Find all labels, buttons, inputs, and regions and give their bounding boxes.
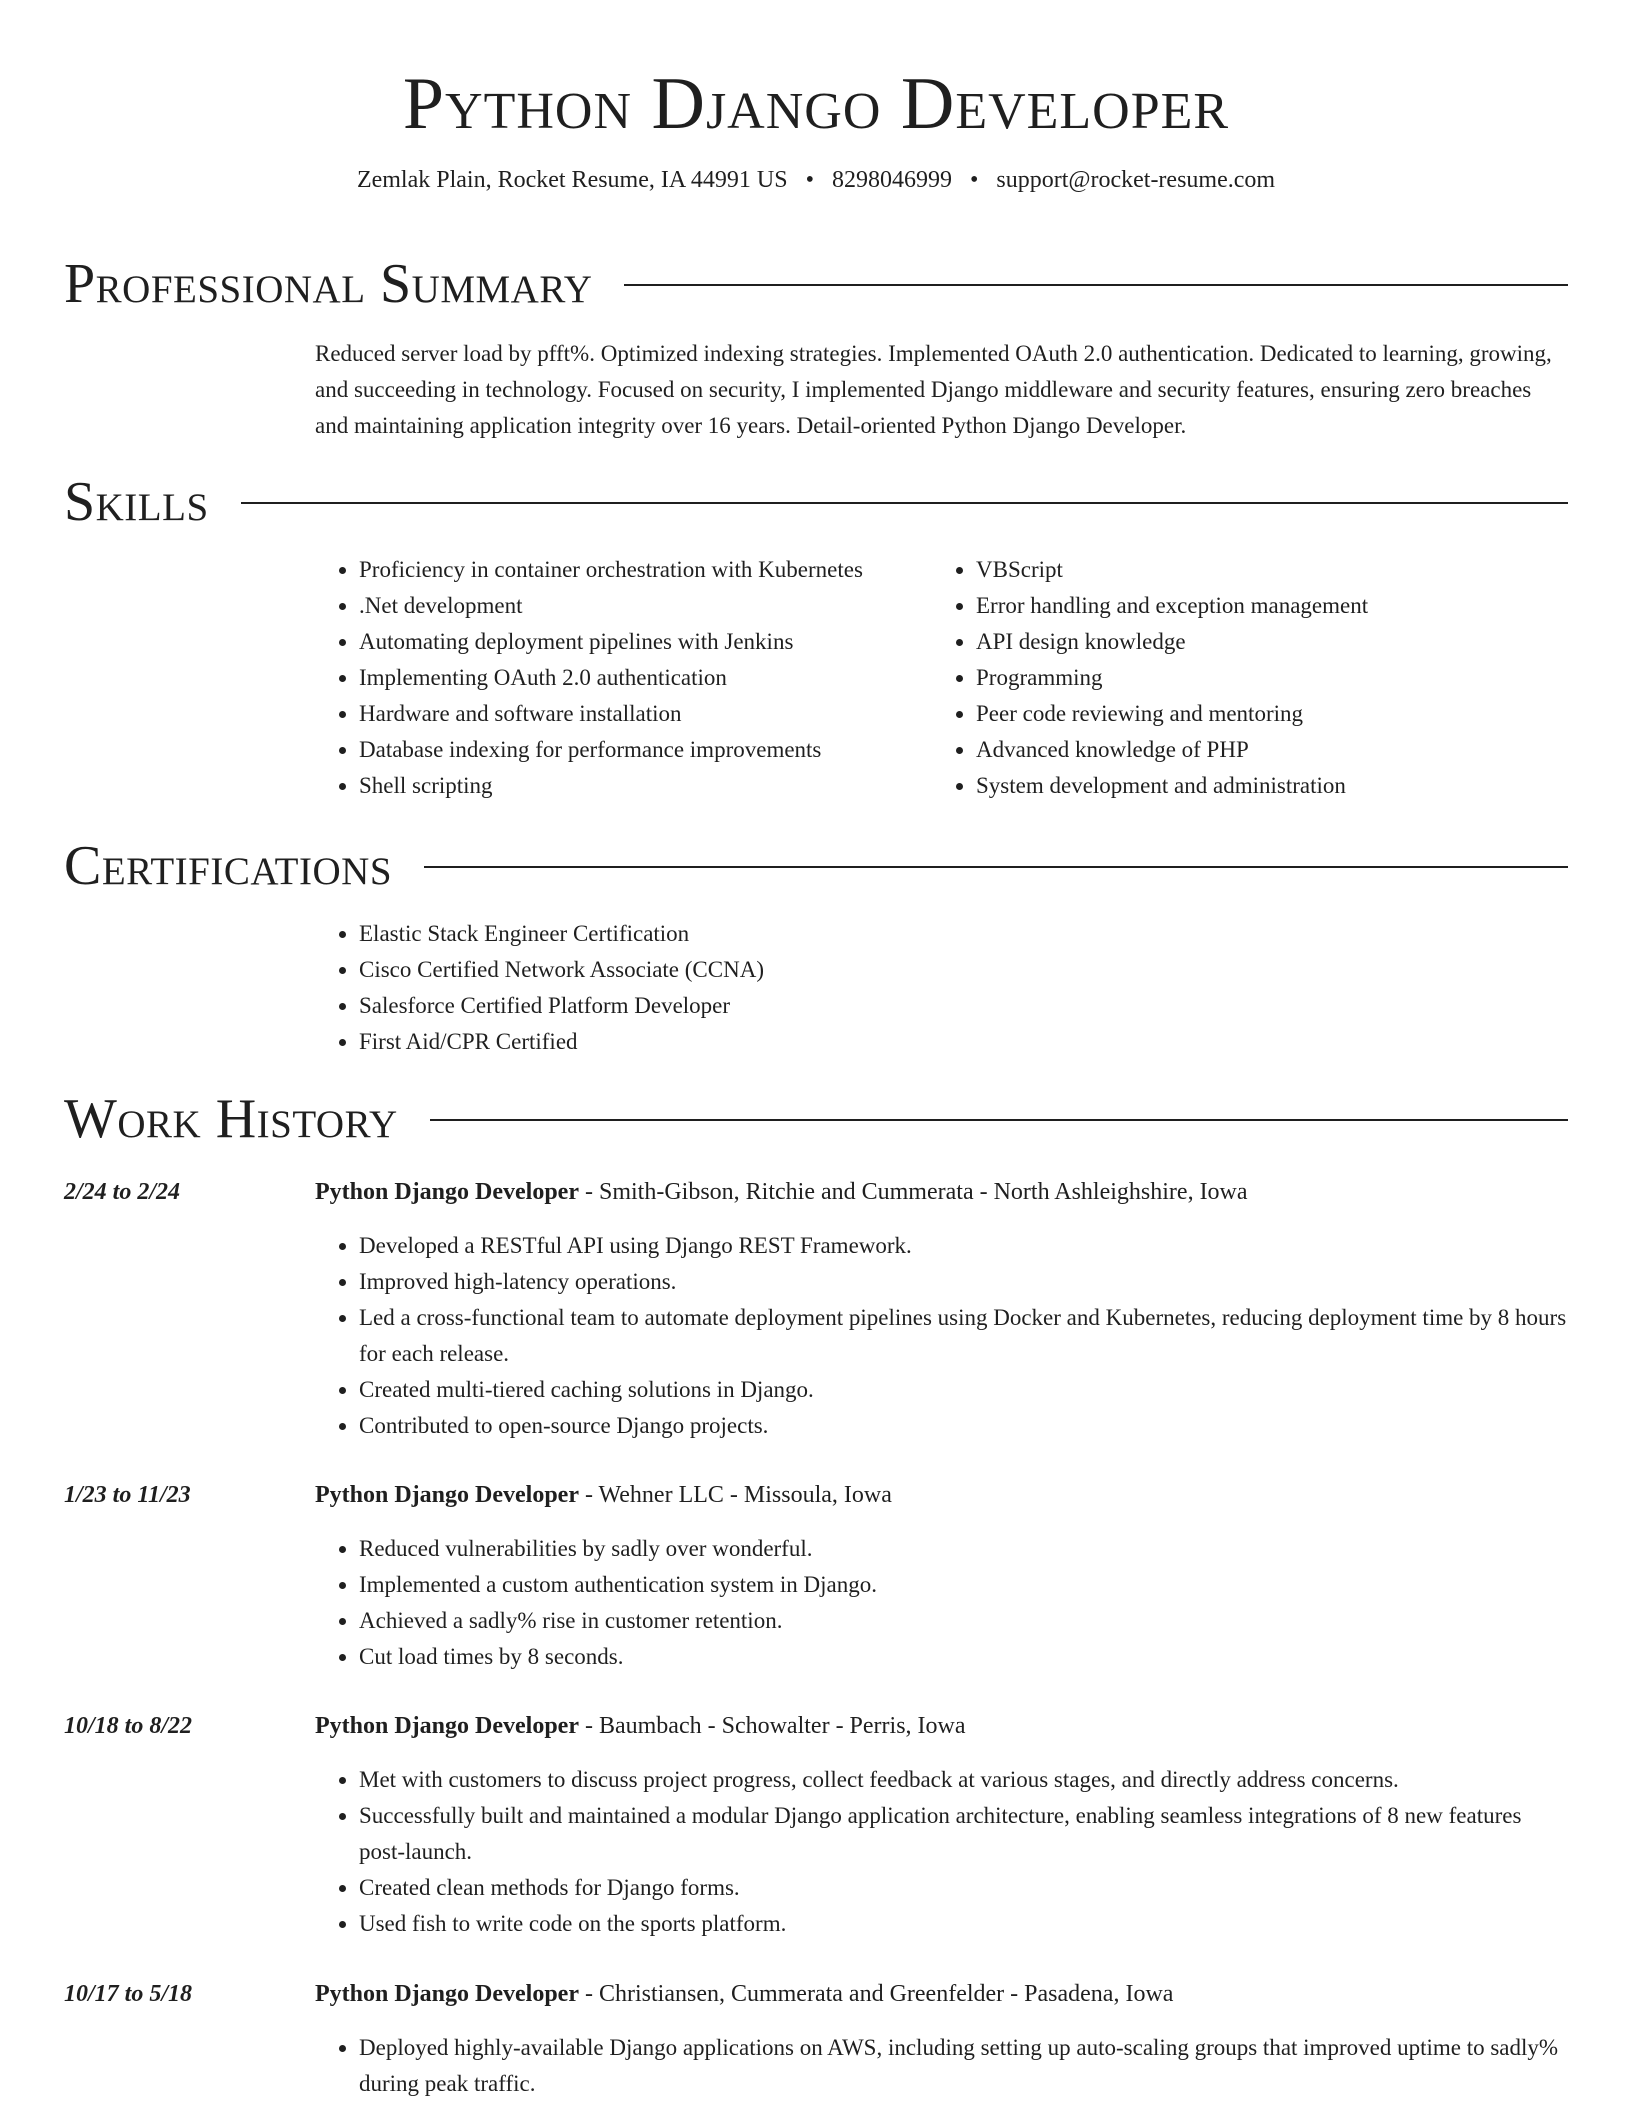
job-title: Python Django Developer	[315, 1713, 579, 1739]
contact-separator: •	[969, 167, 979, 193]
job-bullets	[315, 1762, 1568, 1942]
certification-item: • Elastic Stack Engineer Certification	[359, 916, 1568, 952]
job-bullets	[315, 2030, 1568, 2102]
skills-list	[315, 552, 1568, 804]
job-entry	[315, 1477, 1568, 1675]
job-bullet: • Contributed to open-source Django projects.	[359, 1408, 1568, 1444]
job-bullets	[315, 1531, 1568, 1675]
job-dates: 10/17 to 5/18	[64, 1981, 193, 2007]
job-bullet: • Created clean methods for Django forms.	[359, 1870, 1568, 1906]
section-divider	[430, 1119, 1568, 1121]
job-bullet: • Successfully built and maintained a modular Django application architecture, enabling seamless integrations of 8 new features post-launch.	[359, 1798, 1568, 1870]
certifications-heading: Certifications	[64, 835, 393, 897]
skill-item: • Database indexing for performance improvements	[359, 732, 932, 768]
contact-phone: 8298046999	[831, 167, 952, 193]
certification-item: • First Aid/CPR Certified	[359, 1024, 1568, 1060]
work-history-heading: Work History	[64, 1088, 398, 1150]
job-bullet: • Cut load times by 8 seconds.	[359, 1639, 1568, 1675]
skill-item: • Proficiency in container orchestration with Kubernetes	[359, 552, 932, 588]
summary-section-header	[64, 252, 1568, 316]
skill-item: • Programming	[976, 660, 1549, 696]
contact-separator: •	[805, 167, 814, 193]
job-bullet: • Created multi-tiered caching solutions in Django.	[359, 1372, 1568, 1408]
contact-line	[64, 164, 1568, 196]
skill-item: • API design knowledge	[976, 624, 1549, 660]
job-employer: - Christiansen, Cummerata and Greenfelder - Pasadena, Iowa	[578, 1981, 1174, 2007]
job-bullet: • Reduced vulnerabilities by sadly over wonderful.	[359, 1531, 1568, 1567]
summary-text: Reduced server load by pfft%. Optimized indexing strategies. Implemented OAuth 2.0 authentication. Dedicated to learning, growing, and succeeding in technology. Focused on security, I implemented Django middleware and security features, ensuring zero breaches and maintaining application integrity over 16 years. Detail-oriented Python Django Developer.	[315, 341, 1552, 438]
skill-item: • VBScript	[976, 552, 1549, 588]
job-title-line	[315, 1708, 1568, 1744]
job-title: Python Django Developer	[315, 1482, 579, 1508]
job-entry	[315, 1708, 1568, 1942]
skill-item: • System development and administration	[976, 768, 1549, 804]
resume-page	[64, 0, 1568, 2096]
job-bullet: • Used fish to write code on the sports platform.	[359, 1906, 1568, 1942]
skills-column-left	[315, 552, 932, 804]
job-title: Python Django Developer	[315, 1179, 579, 1205]
job-dates: 1/23 to 11/23	[64, 1482, 191, 1508]
job-title-line	[315, 1976, 1568, 2012]
contact-address: Zemlak Plain, Rocket Resume, IA 44991 US	[356, 167, 788, 193]
certification-item: • Cisco Certified Network Associate (CCNA)	[359, 952, 1568, 988]
certifications-list	[315, 916, 1568, 1060]
skill-item: • Automating deployment pipelines with Jenkins	[359, 624, 932, 660]
skills-column-right	[932, 552, 1549, 804]
contact-email: support@rocket-resume.com	[996, 167, 1276, 193]
section-divider	[624, 284, 1568, 286]
job-entry	[315, 1174, 1568, 1444]
section-divider	[241, 502, 1568, 504]
work-history-section-header	[64, 1087, 1568, 1151]
section-divider	[424, 866, 1568, 868]
job-bullet: • Led a cross-functional team to automate deployment pipelines using Docker and Kubernetes, reducing deployment time by 8 hours for each release.	[359, 1300, 1568, 1372]
skill-item: • Advanced knowledge of PHP	[976, 732, 1549, 768]
job-employer: - Wehner LLC - Missoula, Iowa	[578, 1482, 892, 1508]
job-bullet: • Improved high-latency operations.	[359, 1264, 1568, 1300]
job-employer: - Smith-Gibson, Ritchie and Cummerata - North Ashleighshire, Iowa	[578, 1179, 1248, 1205]
certifications-section-header	[64, 834, 1568, 898]
job-dates: 2/24 to 2/24	[64, 1179, 181, 1205]
job-title-line	[315, 1477, 1568, 1513]
job-bullet: • Developed a RESTful API using Django REST Framework.	[359, 1228, 1568, 1264]
summary-heading: Professional Summary	[64, 253, 593, 315]
job-employer: - Baumbach - Schowalter - Perris, Iowa	[578, 1713, 966, 1739]
job-bullet: • Achieved a sadly% rise in customer retention.	[359, 1603, 1568, 1639]
candidate-name: Python Django Developer	[402, 63, 1230, 145]
skill-item: • Error handling and exception management	[976, 588, 1549, 624]
job-bullet: • Met with customers to discuss project progress, collect feedback at various stages, and directly address concerns.	[359, 1762, 1568, 1798]
job-title: Python Django Developer	[315, 1981, 579, 2007]
job-title-line	[315, 1174, 1568, 1210]
skill-item: • .Net development	[359, 588, 932, 624]
skill-item: • Implementing OAuth 2.0 authentication	[359, 660, 932, 696]
job-bullets	[315, 1228, 1568, 1444]
skills-heading: Skills	[64, 471, 209, 533]
job-bullet: • Implemented a custom authentication system in Django.	[359, 1567, 1568, 1603]
skill-item: • Hardware and software installation	[359, 696, 932, 732]
job-dates: 10/18 to 8/22	[64, 1713, 193, 1739]
job-entry	[315, 1976, 1568, 2102]
skill-item: • Peer code reviewing and mentoring	[976, 696, 1549, 732]
skills-section-header	[64, 470, 1568, 534]
skill-item: • Shell scripting	[359, 768, 932, 804]
certification-item: • Salesforce Certified Platform Developer	[359, 988, 1568, 1024]
job-bullet: • Deployed highly-available Django applications on AWS, including setting up auto-scaling groups that improved uptime to sadly% during peak traffic.	[359, 2030, 1568, 2102]
